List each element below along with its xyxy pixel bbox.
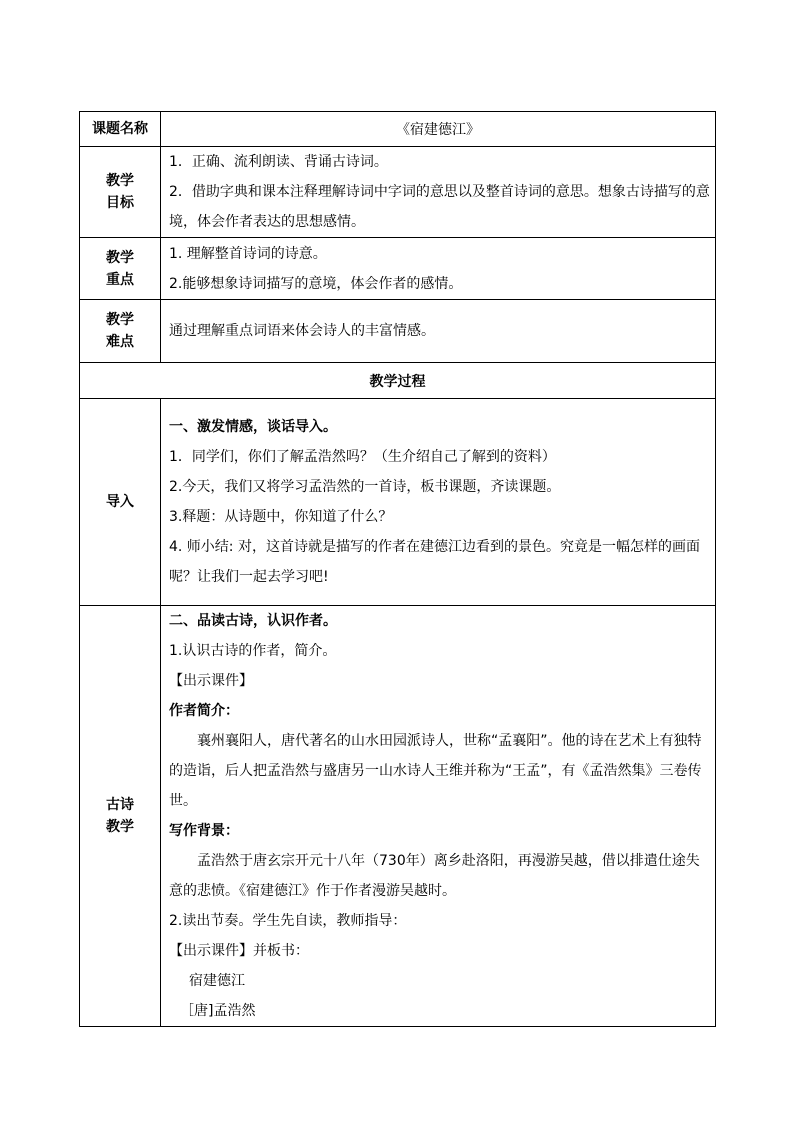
poem-teaching-step1: 1.认识古诗的作者，简介。 [169, 643, 337, 659]
background-heading: 写作背景： [169, 823, 239, 839]
background-text: 孟浩然于唐玄宗开元十八年（730年）离乡赴洛阳，再漫游吴越，借以排遣仕途失意的悲愤。《宿建德江》作于作者漫游吴越时。 [169, 853, 700, 899]
poem-teaching-label [80, 606, 161, 1027]
author-intro-text: 襄州襄阳人，唐代著名的山水田园派诗人，世称“孟襄阳”。他的诗在艺术上有独特的造诣，后人把孟浩然与盛唐另一山水诗人王维并称为“王孟”，有《孟浩然集》三卷传世。 [169, 733, 702, 809]
poem-teaching-label-line1: 古诗 [106, 797, 134, 813]
lesson-title-label: 课题名称 [80, 112, 161, 147]
row-difficulties [80, 300, 716, 363]
lesson-title-value: 《宿建德江》 [161, 112, 716, 147]
intro-label: 导入 [80, 399, 161, 606]
objectives-content [161, 147, 716, 238]
row-key-points [80, 238, 716, 300]
poem-title: 宿建德江 [189, 973, 245, 989]
key-point-item: 2.能够想象诗词描写的意境，体会作者的感情。 [169, 275, 463, 292]
difficulties-label-line2: 难点 [106, 334, 134, 350]
courseware-note-2: 【出示课件】并板书： [169, 943, 309, 959]
process-heading: 教学过程 [80, 363, 716, 399]
difficulties-content [161, 300, 716, 363]
difficulties-label [80, 300, 161, 363]
intro-item: 4. 师小结: 对，这首诗就是描写的作者在建德江边看到的景色。究竟是一幅怎样的画面呢？让我们一起去学习吧! [169, 539, 700, 585]
objectives-label-line1: 教学 [106, 173, 134, 189]
row-process-heading [80, 363, 716, 399]
poem-teaching-heading: 二、品读古诗，认识作者。 [169, 613, 337, 629]
intro-item: 2.今天，我们又将学习孟浩然的一首诗，板书课题，齐读课题。 [169, 479, 561, 495]
key-points-label-line2: 重点 [106, 271, 134, 288]
key-point-item: 1. 理解整首诗词的诗意。 [169, 245, 327, 262]
objective-item: 2．借助字典和课本注释理解诗词中字词的意思以及整首诗词的意思。想象古诗描写的意境，体会作者表达的思想感情。 [169, 184, 710, 230]
intro-content [161, 399, 716, 606]
author-intro-heading: 作者简介： [169, 703, 239, 719]
objectives-label-line2: 目标 [106, 195, 134, 211]
key-points-label-line1: 教学 [106, 249, 134, 266]
intro-heading: 一、激发情感，谈话导入。 [169, 419, 337, 435]
poem-teaching-content [161, 606, 716, 1027]
key-points-content [161, 238, 716, 300]
courseware-note-1: 【出示课件】 [169, 673, 253, 689]
row-objectives [80, 147, 716, 238]
row-intro [80, 399, 716, 606]
difficulties-label-line1: 教学 [106, 312, 134, 328]
objectives-label [80, 147, 161, 238]
poem-author: ［唐]孟浩然 [180, 1003, 256, 1019]
poem-teaching-label-line2: 教学 [106, 819, 134, 835]
row-poem-teaching [80, 606, 716, 1027]
difficulties-text: 通过理解重点词语来体会诗人的丰富情感。 [169, 323, 435, 339]
row-lesson-title [80, 112, 716, 147]
intro-item: 1．同学们，你们了解孟浩然吗？（生介绍自己了解到的资料） [169, 449, 556, 465]
poem-teaching-step2: 2.读出节奏。学生先自读，教师指导： [169, 913, 407, 929]
key-points-label [80, 238, 161, 300]
lesson-plan-table [79, 111, 716, 1027]
objective-item: 1．正确、流利朗读、背诵古诗词。 [169, 154, 388, 170]
intro-item: 3.释题：从诗题中，你知道了什么？ [169, 509, 393, 525]
